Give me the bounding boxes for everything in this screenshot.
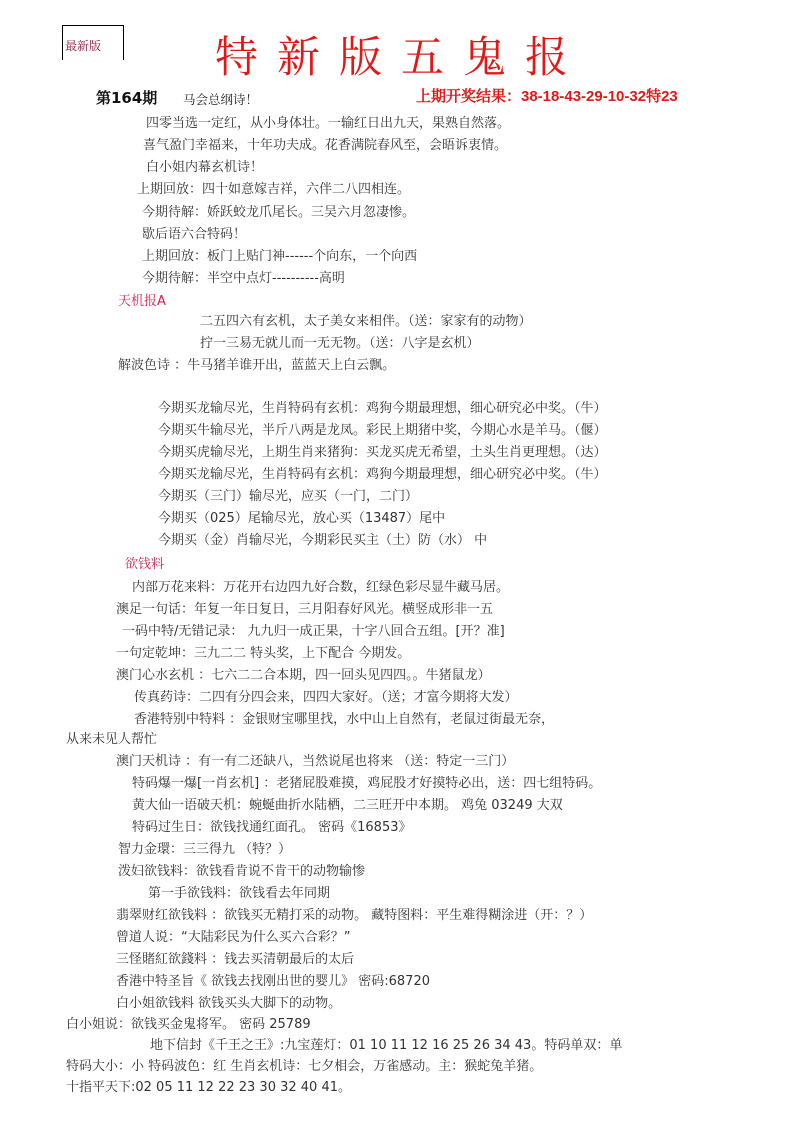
text-line: 从来未见人帮忙 <box>66 732 158 747</box>
text-line: 翡翠财红欲钱料 ：欲钱买无精打采的动物。 藏特图料：平生难得糊涂进（开：？） <box>116 908 593 923</box>
text-line: 黄大仙一语破天机：蜿蜒曲折水陆栖，二三旺开中本期。 鸡兔 03249 大双 <box>132 798 563 813</box>
section-heading: 天机报A <box>118 294 166 309</box>
text-line: 上期回放：四十如意嫁吉祥，六伴二八四相连。 <box>137 182 411 197</box>
text-line: 一句定乾坤：三九二二 特头奖，上下配合 今期发。 <box>116 646 411 661</box>
text-line: 特码爆一爆[一肖玄机] ：老猪屁股难摸，鸡屁股才好摸特必出，送：四七组特码。 <box>132 776 602 791</box>
text-line: 内部万花来料：万花开右边四九好合数，红绿色彩尽显牛藏马居。 <box>132 580 510 595</box>
text-line: 今期买牛输尽光，半斤八两是龙凤。彩民上期猪中奖，今期心水是羊马。（偃） <box>158 423 607 438</box>
text-line: 歇后语六合特码！ <box>142 227 247 242</box>
text-line: 四零当选一定红，从小身体壮。一输红日出九天，果熟自然落。 <box>146 116 511 131</box>
text-line: 喜气盈门幸福来，十年功夫成。花香满院春风至，会晤诉衷情。 <box>143 138 508 153</box>
poem-heading: 马会总纲诗！ <box>183 92 259 107</box>
text-line: 今期待解：半空中点灯----------高明 <box>142 271 345 286</box>
text-line: 香港特别中特料 ：金银财宝哪里找，水中山上自然有，老鼠过街最无奈， <box>134 712 555 727</box>
text-line: 澳门心水玄机 ：七六二二合本期，四一回头见四四。。牛猪鼠龙） <box>116 668 491 683</box>
text-line: 三怪賭紅欲錢料 ：钱去买清朝最后的太后 <box>116 952 355 967</box>
text-line: 澳足一句话：年复一年日复日，三月阳春好风光。横竖成形非一五 <box>116 602 494 617</box>
text-line: 二五四六有玄机，太子美女来相伴。（送：家家有的动物） <box>200 314 532 329</box>
text-line: 上期回放：板门上贴门神------个向东，一个向西 <box>142 249 418 264</box>
text-line: 一码中特/无错记录： 九九归一成正果，十字八回合五组。[开？准] <box>122 624 505 639</box>
text-line: 澳门天机诗 ：有一有二还缺八，当然说尾也将来 （送：特定一三门） <box>116 754 515 769</box>
text-line: 香港中特圣旨《 欲钱去找刚出世的婴儿》 密码:68720 <box>116 974 430 989</box>
text-line: 传真药诗：二四有分四会来，四四大家好。（送；才富今期将大发） <box>134 690 518 705</box>
text-line: 地下信封《千王之王》:九宝莲灯：01 10 11 12 16 25 26 34 43。特码单双：单 <box>150 1038 623 1053</box>
text-line: 白小姐内幕玄机诗！ <box>146 160 264 175</box>
text-line: 白小姐欲钱料 欲钱买头大脚下的动物。 <box>116 996 342 1011</box>
text-line: 今期买龙输尽光，生肖特码有玄机：鸡狗今期最理想，细心研究必中奖。（牛） <box>158 401 607 416</box>
text-line: 今期买（025）尾输尽光，放心买（13487）尾中 <box>158 511 446 526</box>
text-line: 十指平天下:02 05 11 12 22 23 30 32 40 41。 <box>66 1080 351 1095</box>
page-title: 特新版五鬼报 <box>215 33 587 83</box>
text-line: 泼妇欲钱料：欲钱看肯说不肯干的动物输惨 <box>118 864 366 879</box>
text-line: 今期买（三门）输尽光，应买（一门，二门） <box>158 489 419 504</box>
latest-edition-badge: 最新版 <box>65 39 102 53</box>
text-line: 特码过生日：欲钱找通红面孔。 密码《16853》 <box>132 820 412 835</box>
text-line: 今期买龙输尽光，生肖特码有玄机：鸡狗今期最理想，细心研究必中奖。（牛） <box>158 467 607 482</box>
text-line: 今期买虎输尽光，上期生肖来猪狗：买龙买虎无希望，土头生肖更理想。（达） <box>158 445 607 460</box>
text-line: 解波色诗 ：牛马猪羊谁开出，蓝蓝天上白云飘。 <box>118 358 396 373</box>
text-line: 第一手欲钱料：欲钱看去年同期 <box>148 886 331 901</box>
text-line: 今期买（金）肖输尽光，今期彩民买主（土）防（水） 中 <box>158 533 488 548</box>
text-line: 白小姐说：欲钱买金鬼将军。 密码 25789 <box>66 1017 311 1032</box>
text-line: 智力金環：三三得九 （特？） <box>118 842 292 857</box>
text-line: 今期待解：娇跃蛟龙爪尾长。三吴六月忽凄惨。 <box>142 205 416 220</box>
issue-number: 第164期 <box>96 89 158 107</box>
section-heading: 欲钱料 <box>125 557 165 572</box>
text-line: 曾道人说：“大陆彩民为什么买六合彩？” <box>116 930 351 945</box>
text-line: 拧一三易无就儿而一无无物。（送：八字是玄机） <box>200 336 480 351</box>
last-draw-result: 上期开奖结果：38-18-43-29-10-32特23 <box>416 88 678 105</box>
text-line: 特码大小：小 特码波色：红 生肖玄机诗：七夕相会，万雀感动。主：猴蛇兔羊猪。 <box>66 1059 543 1074</box>
